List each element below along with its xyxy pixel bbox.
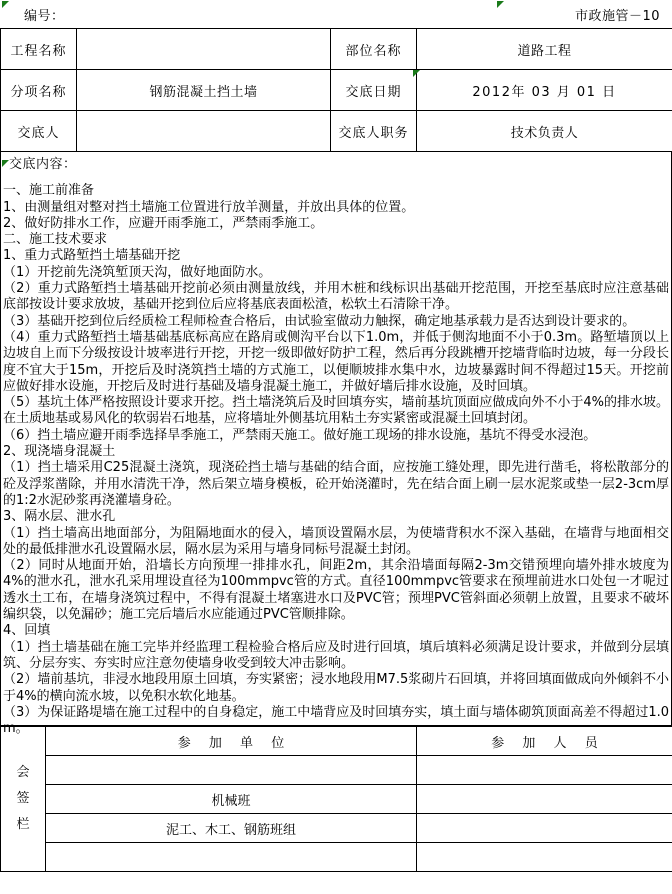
table-row	[1, 843, 672, 872]
signature-side-label	[1, 727, 46, 872]
participating-people-value[interactable]	[417, 843, 672, 872]
disclosure-date-value[interactable]: 2012年 03 月 01 日	[417, 70, 672, 111]
participating-people-value[interactable]	[417, 814, 672, 843]
table-row	[1, 814, 672, 843]
disclosure-paragraph: 2、做好防排水工作，应避开雨季施工，严禁雨季施工。	[3, 215, 324, 231]
subitem-name-label: 分项名称	[1, 70, 77, 111]
signature-side-char: 签	[16, 791, 30, 806]
disclosure-content-cell	[0, 152, 672, 737]
table-row	[1, 756, 672, 785]
table-row	[1, 111, 672, 152]
subitem-name-value[interactable]: 钢筋混凝土挡土墙	[77, 70, 331, 111]
presenter-title-value[interactable]: 技术负责人	[417, 111, 672, 152]
project-name-value[interactable]	[77, 29, 331, 70]
disclosure-paragraph: （3）为保证路堤墙在施工过程中的自身稳定，施工中墙背应及时回填夯实，填土面与墙体砌筑顶面高差不得超过1.0m。	[3, 704, 669, 737]
presenter-label: 交底人	[1, 111, 77, 152]
disclosure-date-label: 交底日期	[331, 70, 417, 111]
disclosure-paragraph: 一、施工前准备	[3, 183, 95, 199]
disclosure-paragraph: （6）挡土墙应避开雨季选择旱季施工，严禁雨天施工。做好施工现场的排水设施，基坑不得受水浸泡。	[3, 427, 597, 443]
disclosure-paragraph: （1）挡土墙基础在施工完毕并经监理工程检验合格后应及时进行回填，填后填料必须满足设计要求，并做到分层填筑、分层夯实、夯实时应注意勿使墙身收受到较大冲击影响。	[3, 639, 669, 671]
disclosure-paragraph: 1、由测量组对整对挡土墙施工位置进行放羊测量，并放出具体的位置。	[3, 199, 415, 215]
disclosure-paragraph: （3）基础开挖到位后经质检工程师检查合格后，由试验室做动力触探，确定地基承载力是否达到设计要求的。	[3, 313, 636, 329]
participating-unit-value[interactable]	[46, 756, 417, 785]
project-name-label: 工程名称	[1, 29, 77, 70]
disclosure-paragraph: 4、回填	[3, 623, 51, 639]
disclosure-paragraph: 二、施工技术要求	[3, 232, 108, 248]
part-name-value[interactable]: 道路工程	[417, 29, 672, 70]
presenter-value[interactable]	[77, 111, 331, 152]
participating-unit-value[interactable]: 泥工、木工、钢筋班组	[46, 814, 417, 843]
disclosure-paragraph: （1）挡土墙高出地面部分，为阻隔地面水的侵入，墙顶设置隔水层，为使墙背积水不深入基础，在墙背与地面相交处的最低排泄水孔设置隔水层，隔水层为采用与墙身同标号混凝土封闭。	[3, 525, 669, 557]
disclosure-paragraph: （4）重力式路堑挡土墙基础基底标高应在路肩或侧沟平台以下1.0m，并低于侧沟地面不小于0.3m。路堑墙顶以上边坡自上而下分级按设计坡率进行开挖，开挖一级即做好防护工程，然后再分段跳槽开挖墙背临时边坡，每一分段长度不宜大于15m，开挖后及时浇筑挡土墙的方式施工，以便顺坡排水集中水，边坡暴露时间不得超过15天。开挖前应做好排水设施，开挖后及时进行基础及墙身混凝土施工，并做好墙后排水设施，及时回填。	[3, 329, 669, 394]
project-info-table	[0, 28, 672, 152]
disclosure-paragraph: （5）基坑土体严格按照设计要求开挖。挡土墙浇筑后及时回填夯实，墙前基坑顶面应做成向外不小于4%的排水坡。在土质地基或易风化的软弱岩石地基，应将墙址外侧基坑用粘土夯实紧密或混凝土回填封闭。	[3, 395, 669, 427]
participating-unit-value[interactable]: 机械班	[46, 785, 417, 814]
disclosure-paragraph: （2）同时从地面开始，沿墙长方向预埋一排排水孔，间距2m，其余沿墙面每隔2-3m交错预埋向墙外排水坡度为4%的泄水孔，泄水孔采用埋设直径为100mmpvc管的方式。直径100mmpvc管要求在预埋前进水口处包一才呢过透水土工布，在墙身浇筑过程中，不得有混凝土堵塞进水口及PVC管；预埋PVC管斜面必须朝上放置，且要求不破坏编织袋，以免漏砂；施工完后墙后水应能通过PVC管顺排除。	[3, 558, 669, 623]
document-header-row	[0, 0, 672, 28]
participating-unit-header: 参 加 单 位	[46, 727, 417, 756]
disclosure-paragraph: 3、隔水层、泄水孔	[3, 509, 116, 525]
disclosure-paragraph: （1）挡土墙采用C25混凝土浇筑，现浇砼挡土墙与基础的结合面，应按施工缝处理，即先进行凿毛，将松散部分的砼及浮浆凿除，并用水清洗干净，然后架立墙身模板，砼开始浇灌时，先在结合面上刷一层水泥浆或垫一层2-3cm厚的1:2水泥砂浆再浇灌墙身砼。	[3, 460, 669, 508]
participating-people-value[interactable]	[417, 756, 672, 785]
participating-unit-value[interactable]	[46, 843, 417, 872]
participating-people-value[interactable]	[417, 785, 672, 814]
disclosure-content-body	[3, 157, 669, 737]
disclosure-paragraph: 2、现浇墙身混凝土	[3, 444, 116, 460]
table-row	[1, 29, 672, 70]
part-name-label: 部位名称	[331, 29, 417, 70]
disclosure-content-title: 交底内容：	[9, 157, 77, 172]
signature-side-char: 会	[16, 765, 30, 780]
disclosure-paragraph: （2）墙前基坑，非浸水地段用原土回填，夯实紧密；浸水地段用M7.5浆砌片石回填，并将回填面做成向外倾斜不小于4%的横向流水坡，以免积水软化地基。	[3, 672, 669, 704]
signature-table	[0, 726, 672, 872]
disclosure-paragraph-list	[3, 183, 669, 737]
disclosure-paragraph: （2）重力式路堑挡土墙基础开挖前必须由测量放线，并用木桩和线标识出基础开挖范围，开挖至基底时应注意基础底部按设计要求放坡，基础开挖到位后应将基底表面松渣，松软土石清除干净。	[3, 281, 669, 313]
table-row	[1, 70, 672, 111]
table-row	[1, 785, 672, 814]
number-label: 编号：	[24, 8, 65, 24]
signature-side-char: 栏	[16, 817, 30, 832]
disclosure-paragraph: 1、重力式路堑挡土墙基础开挖	[3, 248, 181, 264]
participating-people-header: 参 加 人 员	[417, 727, 672, 756]
form-code-label: 市政施管－10	[574, 8, 660, 24]
presenter-title-label: 交底人职务	[331, 111, 417, 152]
disclosure-paragraph: （1）开挖前先浇筑堑顶天沟，做好地面防水。	[3, 264, 272, 280]
